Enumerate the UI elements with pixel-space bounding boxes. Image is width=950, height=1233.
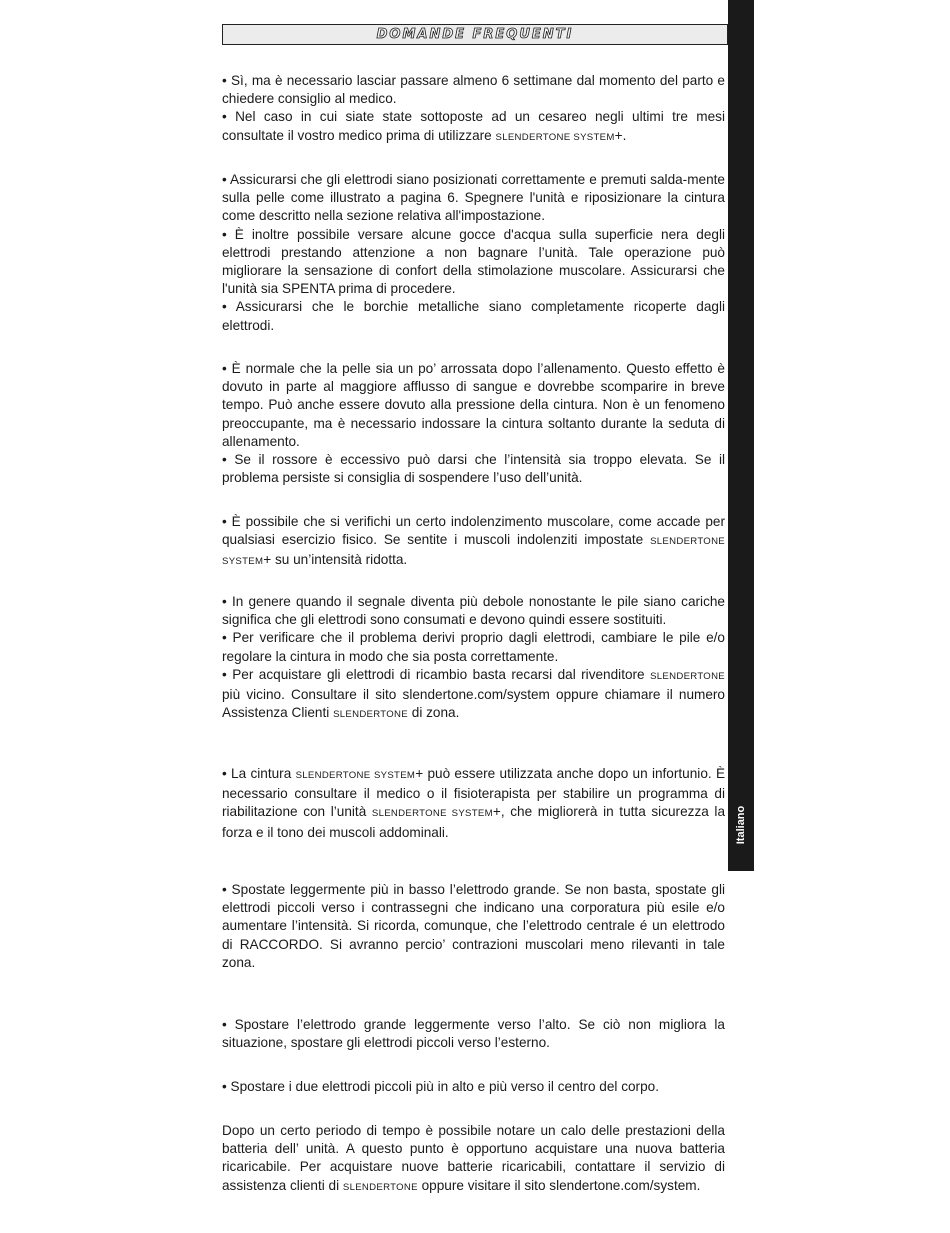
brand-name: SLENDERTONE SYSTEM xyxy=(222,536,725,568)
faq-paragraph: • È possibile che si verifichi un certo indolenzimento muscolare, come accade per qualsiasi esercizio fisico. Se sentite i muscoli indolenziti impostate SLENDERTONE SYSTEM+ su un’intensità ridotta. xyxy=(222,514,725,568)
faq-answer-5 xyxy=(222,593,725,724)
language-tab-label: Italiano xyxy=(735,805,747,845)
faq-paragraph: Dopo un certo periodo di tempo è possibile notare un calo delle prestazioni della batteria dell’ unità. A questo punto è opportuno acquistare una nuova batteria ricaricabile. Per acquistare nuove batterie ricaricabili, contattare il servizio di assistenza clienti di SLENDERTONE oppure visitare il sito slendertone.com/system. xyxy=(222,1123,725,1193)
faq-paragraph: • Se il rossore è eccessivo può darsi che l’intensità sia troppo elevata. Se il problema persiste si consiglia di sospendere l’uso dell’unità. xyxy=(222,452,725,486)
brand-name: SLENDERTONE xyxy=(333,709,408,721)
brand-name: SLENDERTONE SYSTEM xyxy=(495,131,615,143)
faq-answer-10 xyxy=(222,1122,725,1197)
faq-paragraph: • Spostate leggermente più in basso l’elettrodo grande. Se non basta, spostate gli elettrodi piccoli verso i contrassegni che indicano una corporatura più esile e/o aumentare l’intensità. Si ricorda, comunque, che l’elettrodo centrale é un elettrodo di RACCORDO. Si avranno percio’ contrazioni muscolari meno rilevanti in tale zona. xyxy=(222,882,725,970)
page-title: DOMANDE FREQUENTI xyxy=(376,27,574,42)
faq-paragraph: • Per verificare che il problema derivi proprio dagli elettrodi, cambiare le pile e/o regolare la cintura in modo che sia posta correttamente. xyxy=(222,630,725,664)
faq-paragraph: • In genere quando il segnale diventa più debole nonostante le pile siano cariche significa che gli elettrodi sono consumati e devono quindi essere sostituiti. xyxy=(222,594,725,628)
faq-paragraph: • Assicurarsi che gli elettrodi siano posizionati correttamente e premuti salda-mente sulla pelle come illustrato a pagina 6. Spegnere l'unità e riposizionare la cintura come descritto nella sezione relativa all'impostazione. xyxy=(222,172,725,224)
faq-paragraph: • Nel caso in cui siate state sottoposte ad un cesareo negli ultimi tre mesi consultate il vostro medico prima di utilizzare SLENDERTONE SYSTEM+. xyxy=(222,109,725,143)
faq-answer-4 xyxy=(222,513,725,572)
language-tab xyxy=(728,800,754,850)
faq-paragraph: • Assicurarsi che le borchie metalliche siano completamente ricoperte dagli elettrodi. xyxy=(222,299,725,333)
brand-name: SLENDERTONE SYSTEM xyxy=(295,770,416,781)
faq-paragraph: • La cintura SLENDERTONE SYSTEM+ può essere utilizzata anche dopo un infortunio. È necessario consultare il medico o il fisioterapista per stabilire un programma di riabilitazione con l’unità SLENDERTONE SYSTEM+, che migliorerà in tutta sicurezza la forza e il tono dei muscoli addominali. xyxy=(222,766,726,840)
faq-paragraph: • Spostare l’elettrodo grande leggermente verso l’alto. Se ciò non migliora la situazione, spostare gli elettrodi piccoli verso l’esterno. xyxy=(222,1017,725,1051)
faq-paragraph: • È inoltre possibile versare alcune gocce d'acqua sulla superficie nera degli elettrodi prestando attenzione a non bagnare l’unità. Tale operazione può migliorare la sensazione di confort della stimolazione muscolare. Assicurarsi che l'unità sia SPENTA prima di procedere. xyxy=(222,226,725,297)
faq-paragraph: • Sì, ma è necessario lasciar passare almeno 6 settimane dal momento del parto e chiedere consiglio al medico. xyxy=(222,73,725,107)
brand-name: SLENDERTONE xyxy=(342,1181,418,1193)
faq-answer-1 xyxy=(222,72,725,147)
faq-answer-3 xyxy=(222,360,725,487)
faq-answer-8 xyxy=(222,1016,725,1052)
faq-paragraph: • È normale che la pelle sia un po’ arrossata dopo l’allenamento. Questo effetto è dovuto in parte al maggiore afflusso di sangue e dovrebbe scomparire in breve tempo. Può anche essere dovuto alla pressione della cintura. Non è un fenomeno preoccupante, ma è necessario indossare la cintura soltanto durante la seduta di allenamento. xyxy=(222,361,725,449)
brand-name: SLENDERTONE SYSTEM xyxy=(371,808,493,820)
language-tab-bar xyxy=(728,0,754,871)
faq-answer-6 xyxy=(222,765,725,842)
brand-name: SLENDERTONE xyxy=(650,670,725,682)
faq-paragraph: • Per acquistare gli elettrodi di ricambio basta recarsi dal rivenditore SLENDERTONE più vicino. Consultare il sito slendertone.com/system oppure chiamare il numero Assistenza Clienti SLENDERTONE di zona. xyxy=(222,666,725,721)
faq-answer-9 xyxy=(222,1078,725,1096)
page-header xyxy=(222,24,728,45)
faq-answer-7 xyxy=(222,881,725,972)
faq-answer-2 xyxy=(222,171,725,335)
faq-paragraph: • Spostare i due elettrodi piccoli più in alto e più verso il centro del corpo. xyxy=(222,1079,659,1094)
